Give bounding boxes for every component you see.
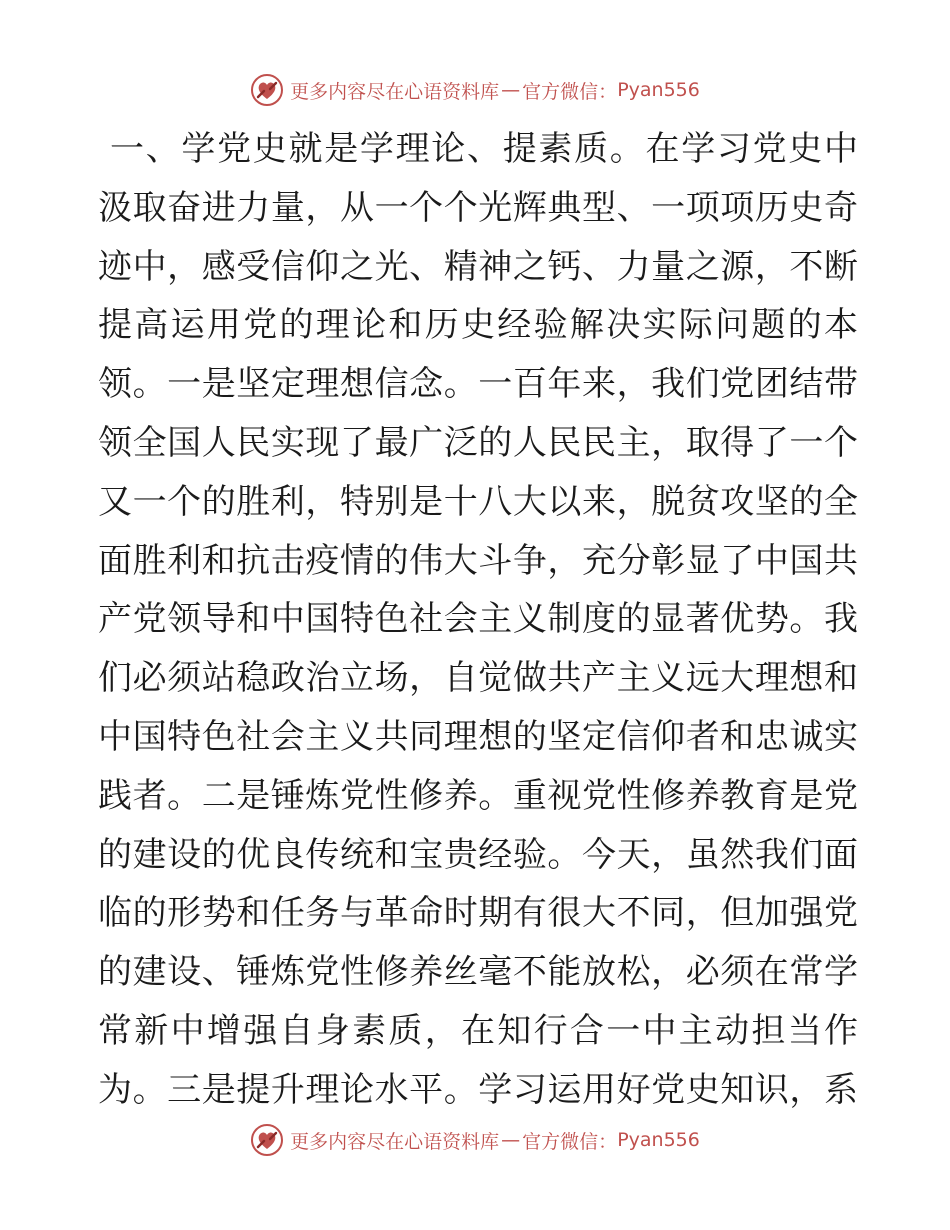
text-line: 面胜利和抗击疫情的伟大斗争，充分彰显了中国共 <box>98 540 858 581</box>
text-line: 领。一是坚定理想信念。一百年来，我们党团结带 <box>98 364 858 405</box>
heart-logo-icon <box>250 73 284 107</box>
text-line: 提高运用党的理论和历史经验解决实际问题的本 <box>98 305 858 346</box>
document-body <box>98 120 858 1120</box>
text-line: 迹中，感受信仰之光、精神之钙、力量之源，不断 <box>98 246 858 287</box>
text-line: 汲取奋进力量，从一个个光辉典型、一项项历史奇 <box>98 187 858 228</box>
text-line: 产党领导和中国特色社会主义制度的显著优势。我 <box>98 599 858 640</box>
text-line: 为。三是提升理论水平。学习运用好党史知识，系 <box>98 1069 858 1110</box>
watermark-separator: — <box>501 79 521 101</box>
watermark-separator: — <box>501 1129 521 1151</box>
text-line: 的建设的优良传统和宝贵经验。今天，虽然我们面 <box>98 834 858 875</box>
watermark-text: 更多内容尽在心语资料库 <box>290 1130 500 1153</box>
header-watermark <box>0 72 950 108</box>
text-line: 中国特色社会主义共同理想的坚定信仰者和忠诚实 <box>98 716 858 757</box>
footer-watermark <box>0 1122 950 1158</box>
text-line: 临的形势和任务与革命时期有很大不同，但加强党 <box>98 893 858 934</box>
text-line: 们必须站稳政治立场，自觉做共产主义远大理想和 <box>98 658 858 699</box>
watermark-handle: Pyan556 <box>617 79 700 101</box>
watermark-label: 官方微信： <box>522 80 618 103</box>
text-line: 的建设、锤炼党性修养丝毫不能放松，必须在常学 <box>98 952 858 993</box>
text-line: 践者。二是锤炼党性修养。重视党性修养教育是党 <box>98 775 858 816</box>
watermark-handle: Pyan556 <box>617 1129 700 1151</box>
text-line: 常新中增强自身素质，在知行合一中主动担当作 <box>98 1010 858 1051</box>
text-line: 一、学党史就是学理论、提素质。在学习党史中 <box>110 129 858 169</box>
watermark-text: 更多内容尽在心语资料库 <box>290 80 500 103</box>
watermark-label: 官方微信： <box>522 1130 618 1153</box>
text-line: 又一个的胜利，特别是十八大以来，脱贫攻坚的全 <box>98 481 858 522</box>
heart-logo-icon <box>250 1123 284 1157</box>
text-line: 领全国人民实现了最广泛的人民民主，取得了一个 <box>98 422 858 463</box>
